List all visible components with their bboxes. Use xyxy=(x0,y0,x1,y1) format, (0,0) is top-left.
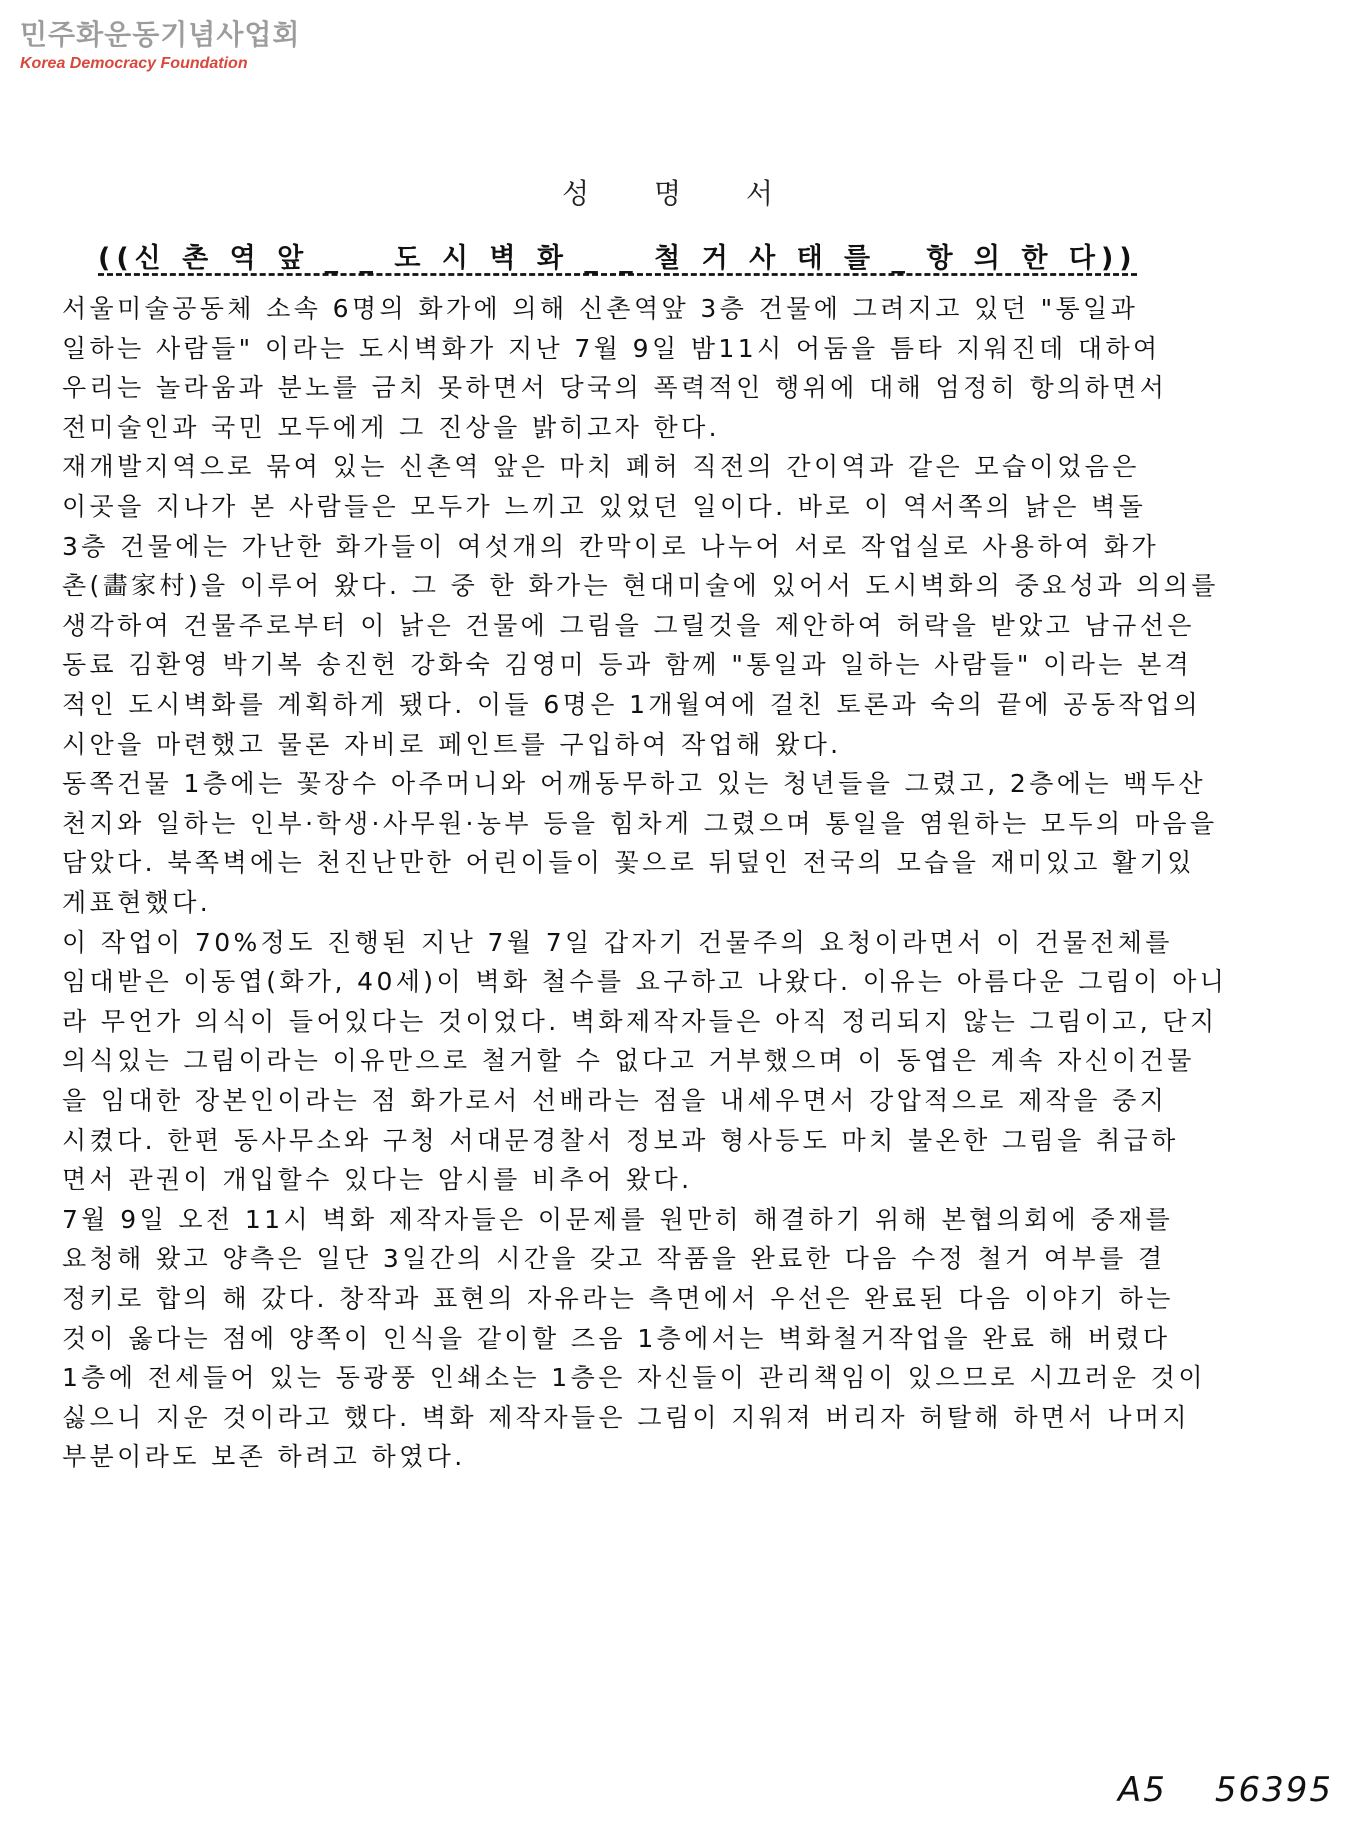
document-title: 성 명 서 xyxy=(562,177,801,210)
document-line: 동료 김환영 박기복 송진헌 강화숙 김영미 등과 함께 "통일과 일하는 사람들" 이라는 본격 xyxy=(62,650,1193,680)
watermark-korean: 민주화운동기념사업회 xyxy=(20,18,301,51)
archive-code-number: 56395 xyxy=(1214,1770,1333,1810)
archive-code-prefix: A5 xyxy=(1117,1770,1167,1810)
document-line: 부분이라도 보존 하려고 하였다. xyxy=(62,1442,466,1472)
document-line: 임대받은 이동엽(화가, 40세)이 벽화 철수를 요구하고 나왔다. 이유는 아름다운 그림이 아니 xyxy=(62,967,1228,997)
document-line: 전미술인과 국민 모두에게 그 진상을 밝히고자 한다. xyxy=(62,412,720,442)
document-line: 촌(畵家村)을 이루어 왔다. 그 중 한 화가는 현대미술에 있어서 도시벽화의 중요성과 의의를 xyxy=(62,571,1219,601)
document-line: 것이 옳다는 점에 양쪽이 인식을 같이할 즈음 1층에서는 벽화철거작업을 완료 해 버렸다 xyxy=(62,1323,1171,1353)
document-line: 시켰다. 한편 동사무소와 구청 서대문경찰서 정보과 형사등도 마치 불온한 그림을 취급하 xyxy=(62,1125,1179,1155)
document-line: 정키로 합의 해 갔다. 창작과 표현의 자유라는 측면에서 우선은 완료된 다음 이야기 하는 xyxy=(62,1284,1174,1313)
document-line: 7월 9일 오전 11시 벽화 제작자들은 이문제를 원만히 해결하기 위해 본협의회에 중재를 xyxy=(62,1204,1174,1234)
watermark-english: Korea Democracy Foundation xyxy=(20,55,248,72)
document-line: 면서 관권이 개입할수 있다는 암시를 비추어 왔다. xyxy=(62,1165,693,1195)
document-line: 의식있는 그림이라는 이유만으로 철거할 수 없다고 거부했으며 이 동엽은 계속 자신이건물 xyxy=(62,1046,1195,1076)
document-line: 싫으니 지운 것이라고 했다. 벽화 제작자들은 그림이 지워져 버리자 허탈해 하면서 나머지 xyxy=(62,1402,1190,1432)
document-line: 시안을 마련했고 물론 자비로 페인트를 구입하여 작업해 왔다. xyxy=(62,729,842,759)
watermark-logo xyxy=(20,18,300,74)
document-line: 을 임대한 장본인이라는 점 화가로서 선배라는 점을 내세우면서 강압적으로 제작을 중지 xyxy=(62,1086,1168,1115)
document-line: 일하는 사람들" 이라는 도시벽화가 지난 7월 9일 밤11시 어둠을 틈타 지워진데 대하여 xyxy=(62,333,1161,363)
document-line: 재개발지역으로 묶여 있는 신촌역 앞은 마치 폐허 직전의 간이역과 같은 모습이었음은 xyxy=(62,452,1140,482)
document-line: 적인 도시벽화를 계획하게 됐다. 이들 6명은 1개월여에 걸친 토론과 숙의 끝에 공동작업의 xyxy=(62,690,1202,719)
document-line: 요청해 왔고 양측은 일단 3일간의 시간을 갖고 작품을 완료한 다음 수정 철거 여부를 결 xyxy=(62,1244,1166,1274)
document-line: 동쪽건물 1층에는 꽃장수 아주머니와 어깨동무하고 있는 청년들을 그렸고, 2층에는 백두산 xyxy=(62,769,1206,799)
document-line: 서울미술공동체 소속 6명의 화가에 의해 신촌역앞 3층 건물에 그려지고 있던 "통일과 xyxy=(62,294,1139,323)
document-line: 생각하여 건물주로부터 이 낡은 건물에 그림을 그릴것을 제안하여 허락을 받았고 남규선은 xyxy=(62,610,1195,640)
document-line: 우리는 놀라움과 분노를 금치 못하면서 당국의 폭력적인 행위에 대해 엄정히 항의하면서 xyxy=(62,373,1168,403)
document-line: 이 작업이 70%정도 진행된 지난 7월 7일 갑자기 건물주의 요청이라면서 이 건물전체를 xyxy=(62,927,1173,957)
document-line: 1층에 전세들어 있는 동광풍 인쇄소는 1층은 자신들이 관리책임이 있으므로 시끄러운 것이 xyxy=(62,1363,1206,1393)
document-line: 담았다. 북쪽벽에는 천진난만한 어린이들이 꽃으로 뒤덮인 전국의 모습을 재미있고 활기있 xyxy=(62,848,1195,878)
document-subtitle: ((신 촌 역 앞 _ _ 도 시 벽 화 _ _ 철 거 사 태 를 _ 항 의 한 다)) xyxy=(98,243,1138,274)
document-line: 3층 건물에는 가난한 화가들이 여섯개의 칸막이로 나누어 서로 작업실로 사용하여 화가 xyxy=(62,531,1160,561)
document-line: 게표현했다. xyxy=(62,888,212,917)
archive-code xyxy=(1070,1770,1333,1810)
document-line: 라 무언가 의식이 들어있다는 것이었다. 벽화제작자들은 아직 정리되지 않는 그림이고, 단지 xyxy=(62,1006,1218,1036)
document-line: 천지와 일하는 인부·학생·사무원·농부 등을 힘차게 그렸으며 통일을 염원하는 모두의 마음을 xyxy=(62,808,1218,838)
document-line: 이곳을 지나가 본 사람들은 모두가 느끼고 있었던 일이다. 바로 이 역서쪽의 낡은 벽돌 xyxy=(62,492,1147,521)
